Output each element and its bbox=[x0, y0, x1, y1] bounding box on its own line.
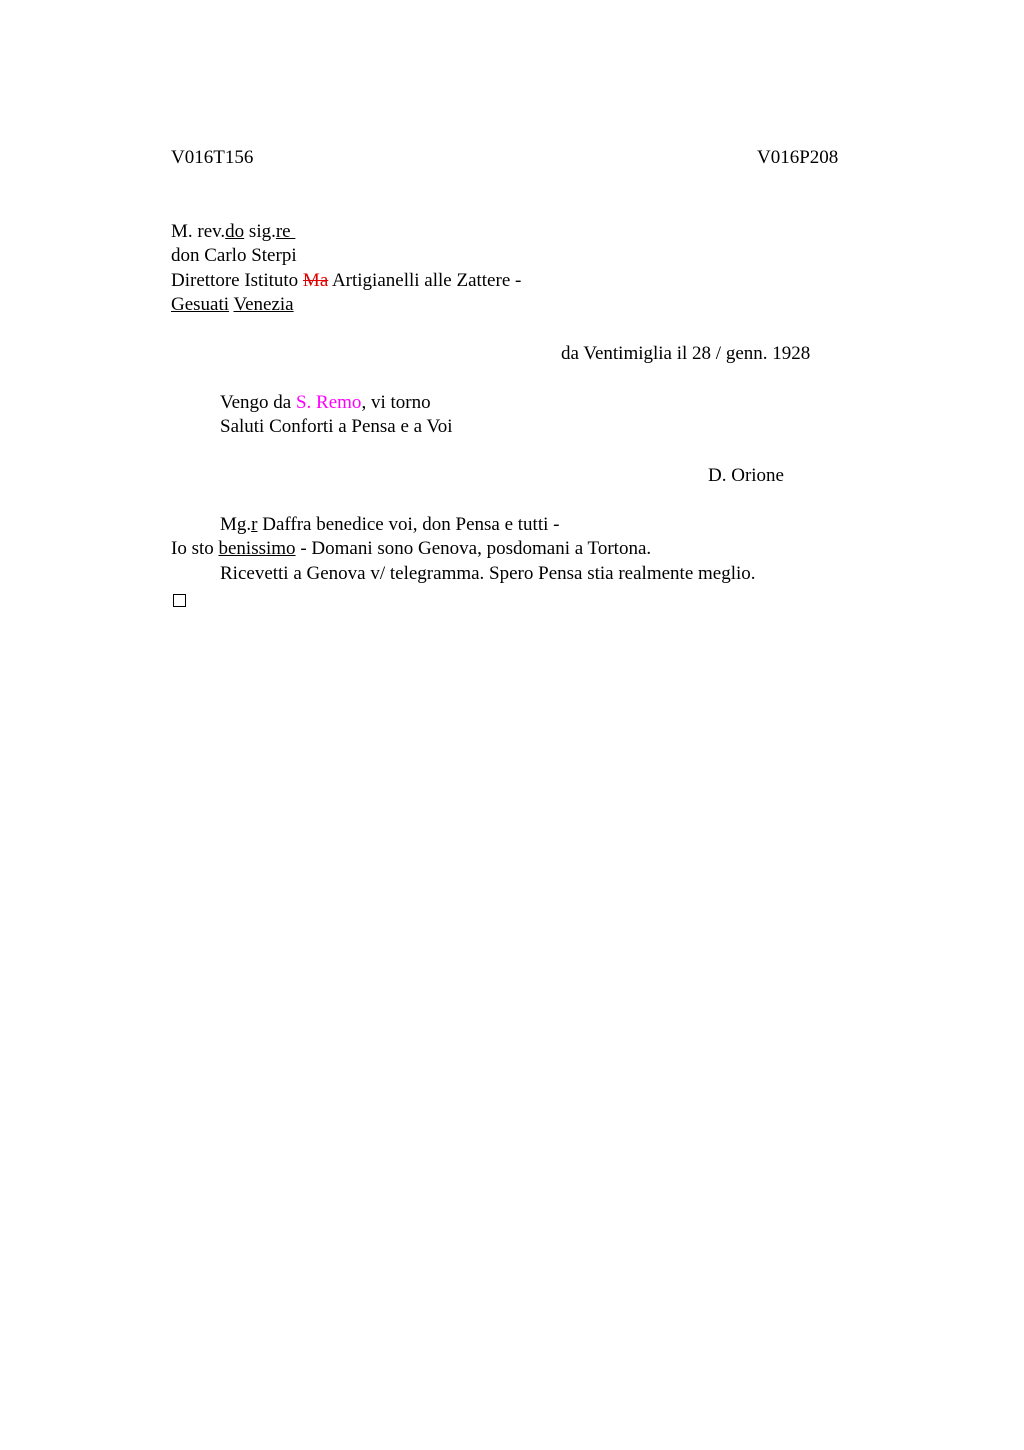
postscript-line-1 bbox=[220, 513, 559, 537]
address-line-3 bbox=[171, 269, 521, 293]
address-institute: Artigianelli alle Zattere - bbox=[328, 270, 522, 291]
ps-daffra: Daffra benedice voi, don Pensa e tutti - bbox=[257, 514, 560, 535]
address-sig: sig. bbox=[244, 221, 276, 242]
end-marker-box-icon bbox=[173, 590, 186, 614]
ps-io-sto: Io sto bbox=[171, 538, 219, 559]
date-line: da Ventimiglia il 28 / genn. 1928 bbox=[561, 343, 811, 364]
address-venezia: Venezia bbox=[233, 294, 294, 315]
postscript-line-3: Ricevetti a Genova v/ telegramma. Spero Pensa stia realmente meglio. bbox=[220, 563, 756, 584]
address-line-4 bbox=[171, 293, 294, 317]
address-salutation: M. rev. bbox=[171, 221, 226, 242]
ps-domani: - Domani sono Genova, posdomani a Tortona. bbox=[295, 538, 652, 559]
address-struck-text: Ma bbox=[302, 270, 329, 291]
postscript-line-2 bbox=[171, 537, 651, 561]
body-vengo: Vengo da bbox=[220, 392, 296, 413]
address-do-abbrev: do bbox=[225, 221, 245, 242]
ps-r-abbrev: r bbox=[251, 514, 258, 535]
address-line-2: don Carlo Sterpi bbox=[171, 245, 297, 266]
address-re-abbrev: re bbox=[275, 221, 296, 242]
body-vi-torno: , vi torno bbox=[361, 392, 431, 413]
ps-mg: Mg. bbox=[220, 514, 252, 535]
address-line-1 bbox=[171, 220, 295, 244]
header-left-code: V016T156 bbox=[171, 147, 254, 168]
ps-benissimo: benissimo bbox=[218, 538, 296, 559]
address-title: Direttore Istituto bbox=[171, 270, 303, 291]
address-gesuati: Gesuati bbox=[171, 294, 230, 315]
body-line-2: Saluti Conforti a Pensa e a Voi bbox=[220, 416, 453, 437]
body-place-san-remo: S. Remo bbox=[295, 392, 362, 413]
signature: D. Orione bbox=[708, 465, 784, 486]
body-line-1 bbox=[220, 391, 431, 415]
header-right-code: V016P208 bbox=[757, 147, 839, 168]
